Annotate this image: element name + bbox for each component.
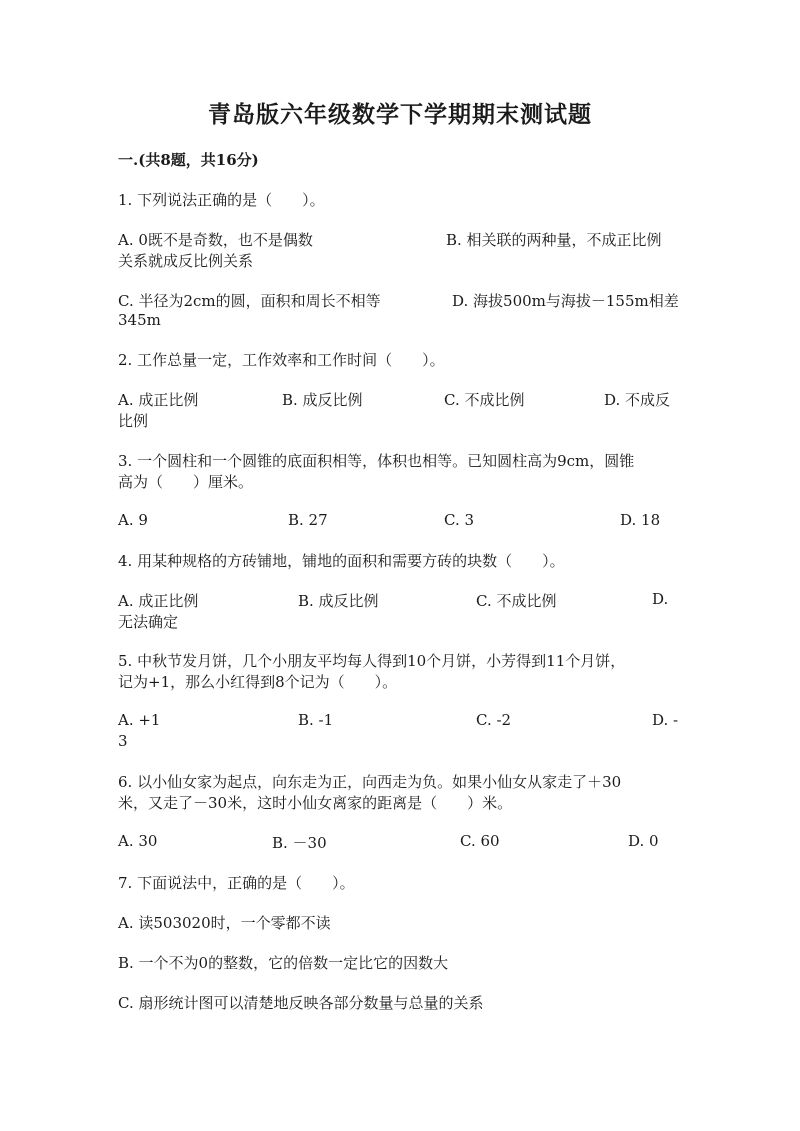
question-3-stem-line-1: 3. 一个圆柱和一个圆锥的底面积相等，体积也相等。已知圆柱高为9cm，圆锥 xyxy=(118,452,635,470)
question-1-option-b: B. 相关联的两种量，不成正比例 xyxy=(446,231,662,249)
question-4-option-c: C. 不成比例 xyxy=(476,592,557,610)
question-1-option-d: D. 海拔500m与海拔－155m相差 xyxy=(452,292,679,310)
question-4-option-d-continued: 无法确定 xyxy=(118,613,179,631)
question-4-option-b: B. 成反比例 xyxy=(298,592,379,610)
question-3-option-d: D. 18 xyxy=(620,511,661,529)
question-5-option-d: D. - xyxy=(652,711,679,729)
question-3-option-b: B. 27 xyxy=(288,511,328,529)
question-5-stem-line-1: 5. 中秋节发月饼，几个小朋友平均每人得到10个月饼，小芳得到11个月饼， xyxy=(118,652,626,670)
question-7-stem: 7. 下面说法中，正确的是（ ）。 xyxy=(118,874,355,892)
section-heading: 一.(共8题，共16分) xyxy=(118,151,259,169)
question-5-option-a: A. +1 xyxy=(118,711,161,729)
question-2-option-a: A. 成正比例 xyxy=(118,391,199,409)
question-6-stem-line-1: 6. 以小仙女家为起点，向东走为正，向西走为负。如果小仙女从家走了＋30 xyxy=(118,773,622,791)
question-7-option-c: C. 扇形统计图可以清楚地反映各部分数量与总量的关系 xyxy=(118,994,484,1012)
page-title: 青岛版六年级数学下学期期末测试题 xyxy=(208,101,592,128)
question-3-option-a: A. 9 xyxy=(118,511,148,529)
question-4-option-a: A. 成正比例 xyxy=(118,592,199,610)
question-2-option-c: C. 不成比例 xyxy=(444,391,525,409)
question-1-option-b-continued: 关系就成反比例关系 xyxy=(118,252,254,270)
question-4-stem: 4. 用某种规格的方砖铺地，铺地的面积和需要方砖的块数（ ）。 xyxy=(118,552,565,570)
question-7-option-a: A. 读503020时，一个零都不读 xyxy=(118,914,331,932)
question-1-option-a: A. 0既不是奇数，也不是偶数 xyxy=(118,231,313,249)
question-6-option-b: B. －30 xyxy=(272,834,327,852)
question-3-option-c: C. 3 xyxy=(444,511,475,529)
question-1-stem: 1. 下列说法正确的是（ ）。 xyxy=(118,191,325,209)
question-6-stem-line-2: 米，又走了－30米，这时小仙女离家的距离是（ ）米。 xyxy=(118,794,513,812)
question-5-option-b: B. -1 xyxy=(298,711,334,729)
question-1-option-c: C. 半径为2cm的圆，面积和周长不相等 xyxy=(118,292,381,310)
question-2-stem: 2. 工作总量一定，工作效率和工作时间（ ）。 xyxy=(118,351,445,369)
question-6-option-c: C. 60 xyxy=(460,832,500,850)
question-1-option-d-continued: 345m xyxy=(118,311,161,329)
question-2-option-d: D. 不成反 xyxy=(604,391,671,409)
question-6-option-d: D. 0 xyxy=(628,832,659,850)
question-2-option-b: B. 成反比例 xyxy=(282,391,363,409)
question-7-option-b: B. 一个不为0的整数，它的倍数一定比它的因数大 xyxy=(118,954,449,972)
question-3-stem-line-2: 高为（ ）厘米。 xyxy=(118,473,254,491)
question-6-option-a: A. 30 xyxy=(118,832,158,850)
question-5-stem-line-2: 记为+1，那么小红得到8个记为（ ）。 xyxy=(118,673,398,691)
question-5-option-d-continued: 3 xyxy=(118,732,128,750)
question-4-option-d: D. xyxy=(652,590,669,608)
question-2-option-d-continued: 比例 xyxy=(118,412,149,430)
question-5-option-c: C. -2 xyxy=(476,711,512,729)
